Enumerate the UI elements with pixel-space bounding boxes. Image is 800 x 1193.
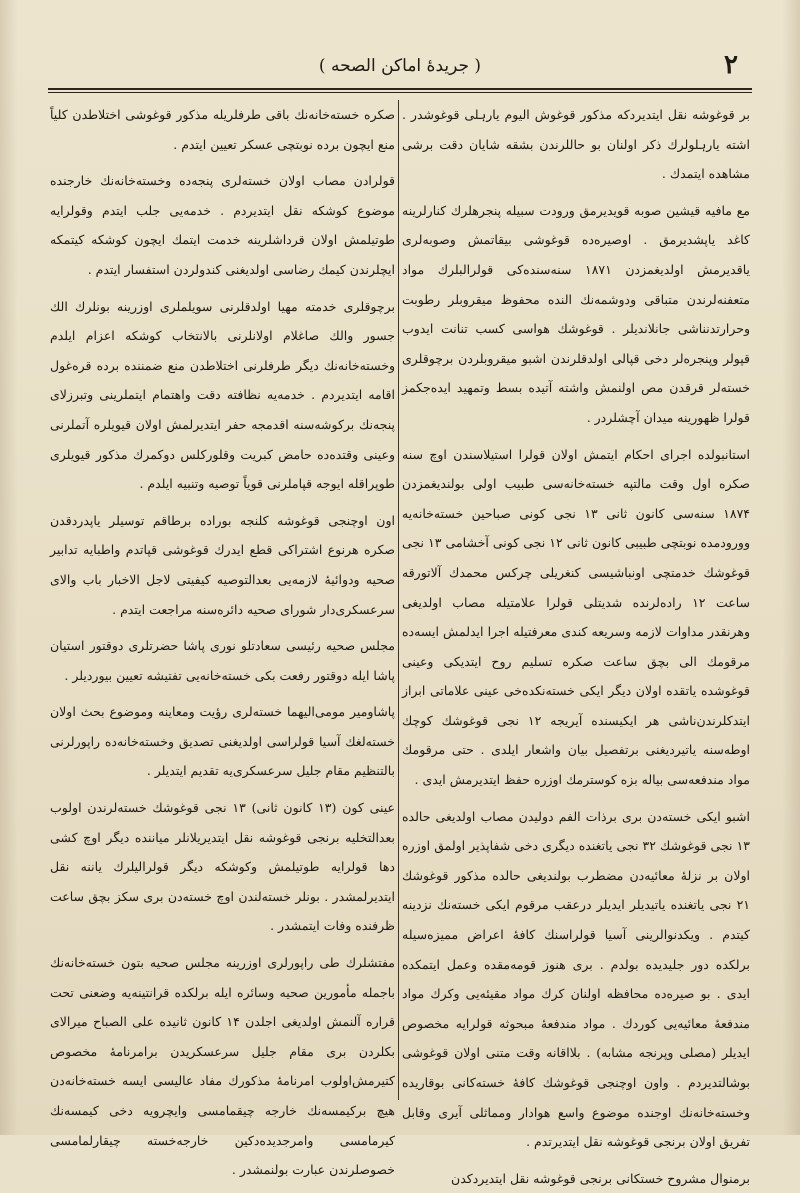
paragraph: پاشاومیر مومی‌الیهما خسته‌لری رؤیت ومعاینه وموضوع بحث اولان خسته‌لغك آسیا قولراسی اولدیغنی تصدیق وخسته‌خانه‌ده راپورلرنی بالتنظیم مقام جلیل سرعسکری‌یه تقدیم ایتدیلر . — [50, 704, 395, 779]
paragraph: بر قوغوشه نقل ایتدیردکه مذکور قوغوش الیوم یارہلی قوغوشدر . اشته یارہلولرك ذکر اولنان بو حاللرندن بشقه شایان دقت برشی مشاهده ایتمدك . — [402, 107, 750, 182]
paragraph: استانبولده اجرای احکام ایتمش اولان قولرا استیلاسندن اوچ سنه صکره اول وقت مالتپه خسته‌خانه‌سی طبیب اولی بولندیغمزدن ۱۸۷۴ سنه‌سی کانون ثانی ۱۳ نجی کونی صباحین خسته‌خانه‌یه وورودمده نوبتچی طبیبی کانون ثانی ۱۲ نجی کونی آخشامی ۱۳ نجی قوغوشك خدمتچی اونباشیسی کنغریلی چرکس محمدك آلاتورقه ساعت ۱۲ راده‌لرنده شدیتلی قولرا علامتیله مصاب اولدیغی وهرنقدر مداوات لازمه وسریعه کندی معرفتیله اجرا ایدلمش ایسه‌ده مرقومك الی بچق ساعت صکره تسلیم روح ایتدیکی وعینی قوغوشده یاتقده اولان دیگر ایکی خسته‌نکده‌خی عینی علاماتی ابراز ایتدکلرندن‌ناشی هر ایکیسنده آیریجه ۱۲ نجی قوغوشك کوچك اوطه‌سنه یاتیردیغنی برتفصیل بیان واشعار ایلدی . حتی مرقومك مواد مندفعه‌سی بیاله بزه کوسترمك اوزره حفظ ایتدیرمش ایدی . — [402, 446, 750, 788]
header-rule-thin — [48, 92, 752, 93]
paper-edge-shadow-right — [782, 0, 800, 1135]
paragraph: مجلس صحیه رئیسی سعادتلو نوری پاشا حضرتلری دوقتور استیان پاشا ایله دوقتور رفعت بکی خسته‌خانه‌یی تفتیشه تعیین بیوردیلر . — [50, 638, 395, 683]
paragraph: اشبو ایکی خسته‌دن بری برذات الفم دولیدن مصاب اولدیغی حالده ۱۳ نجی قوغوشك ۳۲ نجی یاتغنده دیگری دخی شفاپذیر اولمق اوزره اولان بر نزلهٔ معائیه‌دن مضطرب بولندیغی حالده مذکور قوغوشك ۲۱ نجی یاتغنده یاتیدیلر ایدیلر درعقب مرقوم ایکی خسته‌نك نزدینه کیتدم . ویکدنوالرینی آسیا قولراسنك کافهٔ اعراض ممیزه‌سیله برلکده دور جلیدیده بولدم . بری هنوز قومه‌مقده وعمل ایتمکده ایدی . بو صیره‌ده محافظه اولنان کرك مواد مقیئه‌یی وکرك مواد مندفعهٔ معائیه‌یی کوردك . مواد مندفعهٔ مبحوثه قولرایه مخصوص ایدیلر (مصلی وپرنجه مشابه) . بلااقانه وقت متنی اولان قوغوشی بوشالتدیردم . واون اوچنجی قوغوشك کافهٔ خسته‌کانی بوقاریده وخسته‌خانه‌نك اوجنده موضوع واسع هوادار ومماثلی آیری وقابل تفریق اولان برنجی قوغوشه نقل ایتدیرتدم . — [402, 808, 750, 1150]
paragraph: قولرادن مصاب اولان خسته‌لری پنجه‌ده وخسته‌خانه‌نك خارجنده موضوع کوشکه نقل ایتدیردم . خدمه‌یی جلب ایتدم وقولرایه طوتیلمش اولان قرداشلرینه خدمت ایتمك ایچون کوشکه کیتمکه ایچلرندن کیمك رضاسی اولدیغنی کندولردن استفسار ایتدم . — [50, 173, 395, 277]
page-header — [48, 48, 752, 86]
text-column-left — [50, 100, 395, 1178]
column-divider — [398, 100, 399, 1100]
paragraph: برمنوال مشروح خستکانی برنجی قوغوشه نقل ایتدیردکدن — [451, 1170, 750, 1186]
text-column-right — [402, 100, 750, 1186]
paragraph: برچوقلری خدمته مهیا اولدقلرنی سویلملری اوزرینه بونلرك الك جسور والك صاغلام اولانلرنی بالانتخاب کوشکه اعزام ایلدم وخسته‌خانه‌نك دیگر طرفلرنی اختلاطدن منع ضمننده برده قره‌غول اقامه ایتدیردم . خدمه‌یه نظافته دقت واهتمام ایتملرینی وتبرزلای پنجه‌نك برکوشه‌سنه اقدمجه حفر ایتدیرلمش اولان قیویلره آتملرنی وعینی وقتده‌ده حامض کبریت وقلورکلس دوکمرك مذکور قیویلری طوپراقله ایوجه قپاملرنی قویاً توصیه وتنبیه ایلدم . — [50, 298, 395, 492]
paragraph: صکره خسته‌خانه‌نك باقی طرفلریله مذکور قوغوشی اختلاطدن کلیاً منع ایچون برده نوبتچی عسکر تعیین ایتدم . — [50, 107, 395, 152]
paragraph: مفتشلرك طی راپورلری اوزرینه مجلس صحیه بتون خسته‌خانه‌نك باجمله مأمورین صحیه وسائره ایله برلکده قرانتینه‌یه وضعنی تحت قراره آلنمش اولدیغی اجلدن ۱۴ کانون ثانیده علی الصباح میرالای بکلردن بری مقام جلیل سرعسکریدن برامرنامهٔ مخصوص کتیرمش‌اولوب امرنامهٔ مذکورك مفاد عالیسی ایسه خسته‌خانه‌دن هیچ برکیمسه‌نك خارجه چیقمامسی وایچرویه دخی کیمسه‌نك کیرمامسی وامرجدیده‌دکین خارجه‌خسته چیقارلمامسی خصوصلرندن عبارت بولنمشدر . — [50, 955, 395, 1178]
paragraph: عینی کون (۱۳ کانون ثانی) ۱۳ نجی قوغوشك خسته‌لرندن اولوب بعدالتخلیه برنجی قوغوشه نقل ایتدیریلانلر میاننده دیگر اوچ کشی دها قولرایه طوتیلمش وکوشکه دیگر قولرالیلرك یاننه نقل ایتدیرلمشدر . بونلر خسته‌لندن اوچ خسته‌دن بری سکز بچق ساعت ظرفنده وفات ایتمشدر . — [50, 800, 395, 934]
paragraph: مع مافیه قیشین صوبه قویدیرمق ورودت سبیله پنجرهلرك کنارلرینه کاغد یاپشدیرمق . اوصیره‌ده قوغوشی بیقاتمش وصوبه‌لری یاقدیرمش اولدیغمزدن ۱۸۷۱ سنه‌سنده‌کی قولرالبلرك مواد متعفنه‌لرندن متباقی ودوشمه‌نك النده محفوظ میقروبلر رطوبت وحرارتدنناشی جانلاندیلر . قوغوشك هواسی کسب تنانت ایدوب قپولر وپنجره‌لر دخی قپالی اولدقلرندن اشبو میقروبلردن برچوقلری خسته‌لر قرقدن مص اولنمش واشته آتیده بسط وتمهید ایده‌جکمز قولرا ظهورینه میدان آچشلردر . — [402, 202, 750, 425]
paper-edge-shadow-left — [0, 0, 18, 1135]
page-number: ٢ — [724, 50, 738, 80]
header-rule — [48, 88, 752, 90]
journal-title: ( جريدهٔ اماكن الصحه ) — [318, 56, 482, 76]
paragraph: اون اوچنجی قوغوشه کلنجه بوراده برطاقم توسیلر یاپدردقدن صکره هرنوع اشتراکی قطع ایدرك قوغوشی قپاتدم واطبایه تدابیر صحیه ودوائیهٔ لازمه‌یی بعدالتوصیه کیفیتی لاجل الاخبار باب والای سرعسکری‌دار شورای صحیه دائره‌سنه مراجعت ایتدم . — [50, 512, 395, 617]
